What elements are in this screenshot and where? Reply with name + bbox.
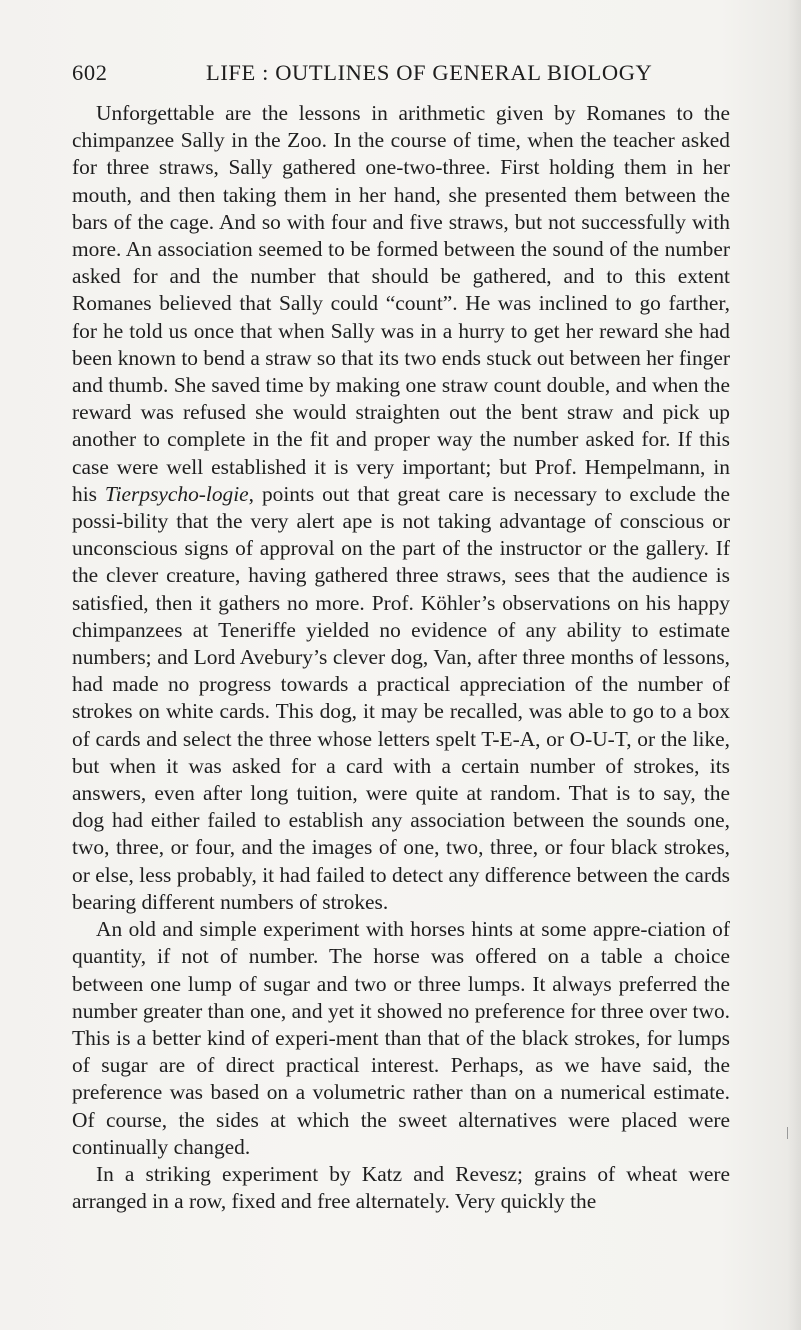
paragraph-text-after-italic: , points out that great care is necessary to exclude the possi-bility that the very alert ape is not taking advantage of conscious or unconscious signs of approval on the part of the instructor or the gallery. If the clever creature, having gathered three straws, sees that the audience is satisfied, then it gathers no more. Prof. Köhler’s observations on his happy chimpanzees at Teneriffe yielded no evidence of any ability to estimate numbers; and Lord Avebury’s clever dog, Van, after three months of lessons, had made no progress towards a practical appreciation of the number of strokes on white cards. This dog, it may be recalled, was able to go to a box of cards and select the three whose letters spelt T-E-A, or O-U-T, or the like, but when it was asked for a card with a certain number of strokes, its answers, even after long tuition, were quite at random. That is to say, the dog had either failed to establish any association between the sounds one, two, three, or four, and the images of one, two, three, or four black strokes, or else, less probably, it had failed to detect any difference between the cards bearing different numbers of strokes. [72, 481, 730, 914]
page-number: 602 [72, 60, 108, 85]
page-edge-shadow [787, 0, 801, 1330]
italic-book-title: Tierpsycho-logie [104, 481, 249, 506]
paragraph-katz-revesz: In a striking experiment by Katz and Revesz; grains of wheat were arranged in a row, fixed and free alternately. Very quickly the [72, 1161, 730, 1214]
margin-mark [787, 1127, 788, 1139]
running-header [72, 60, 732, 90]
paragraph-text-before-italic: Unforgettable are the lessons in arithmetic given by Romanes to the chimpanzee Sally in the Zoo. In the course of time, when the teacher asked for three straws, Sally gathered one-two-three. First holding them in her mouth, and then taking them in her hand, she presented them between the bars of the cage. And so with four and five straws, but not successfully with more. An association seemed to be formed between the sound of the number asked for and the number that should be gathered, and to this extent Romanes believed that Sally could “count”. He was inclined to go farther, for he told us once that when Sally was in a hurry to get her reward she had been known to bend a straw so that its two ends stuck out between her finger and thumb. She saved time by making one straw count double, and when the reward was refused she would straighten out the bent straw and pick up another to complete in the fit and proper way the number asked for. If this case were well established it is very important; but Prof. Hempelmann, in his [72, 101, 730, 506]
body-text [72, 100, 730, 1215]
paragraph-sally-chimpanzee [72, 100, 730, 916]
running-title: LIFE : OUTLINES OF GENERAL BIOLOGY [206, 60, 653, 85]
paragraph-horse-experiment: An old and simple experiment with horses hints at some appre-ciation of quantity, if not of number. The horse was offered on a table a choice between one lump of sugar and two or three lumps. It always preferred the number greater than one, and yet it showed no preference for three over two. This is a better kind of experi-ment than that of the black strokes, for lumps of sugar are of direct practical interest. Perhaps, as we have said, the preference was based on a volumetric rather than on a numerical estimate. Of course, the sides at which the sweet alternatives were placed were continually changed. [72, 917, 730, 1159]
